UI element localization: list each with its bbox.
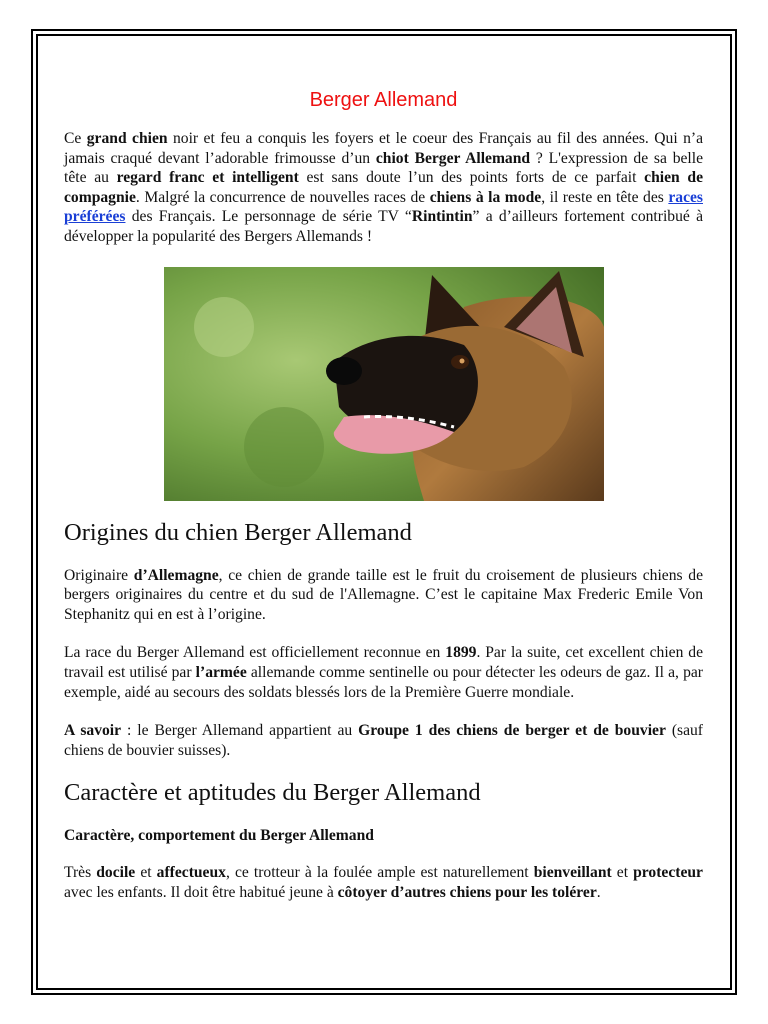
origines-paragraph-1: Originaire d’Allemagne, ce chien de grande taille est le fruit du croisement de plusieurs chiens de bergers originaires du centre et du sud de l'Allemagne. C’est le capitaine Max Frederic Emile Von Stephanitz qui en est à l’origine.: [64, 566, 703, 623]
origines-paragraph-3: A savoir : le Berger Allemand appartient au Groupe 1 des chiens de berger et de bouvier (sauf chiens de bouvier suisses).: [64, 722, 703, 759]
subheading-comportement: Caractère, comportement du Berger Allemand: [64, 827, 374, 845]
races-preferees-link[interactable]: races préférées: [64, 188, 703, 226]
document-body: [64, 86, 703, 902]
intro-paragraph: Ce grand chien noir et feu a conquis les foyers et le coeur des Français au fil des années. Qui n’a jamais craqué devant l’adorable frimousse d’un chiot Berger Allemand ? L'expression de sa belle tête au regard franc et intelligent est sans doute l’un des points forts de ce parfait chien de compagnie. Malgré la concurrence de nouvelles races de chiens à la mode, il reste en tête des races préférées des Français. Le personnage de série TV “Rintintin” a d’ailleurs fortement contribué à développer la popularité des Bergers Allemands !: [64, 130, 703, 245]
section-heading-caractere: Caractère et aptitudes du Berger Allemand: [64, 779, 481, 807]
german-shepherd-photo: [164, 267, 604, 501]
document-title: Berger Allemand: [309, 89, 458, 111]
caractere-paragraph: Très docile et affectueux, ce trotteur à la foulée ample est naturellement bienveillant et protecteur avec les enfants. Il doit être habitué jeune à côtoyer d’autres chiens pour les tolérer.: [64, 863, 703, 901]
dog-illustration: [164, 267, 604, 501]
origines-paragraph-2: La race du Berger Allemand est officiellement reconnue en 1899. Par la suite, cet excellent chien de travail est utilisé par l’armée allemande comme sentinelle ou pour détecter les odeurs de gaz. Il a, par exemple, aidé au secours des soldats blessés lors de la Première Guerre mondiale.: [64, 644, 704, 701]
section-heading-origines: Origines du chien Berger Allemand: [64, 518, 412, 546]
